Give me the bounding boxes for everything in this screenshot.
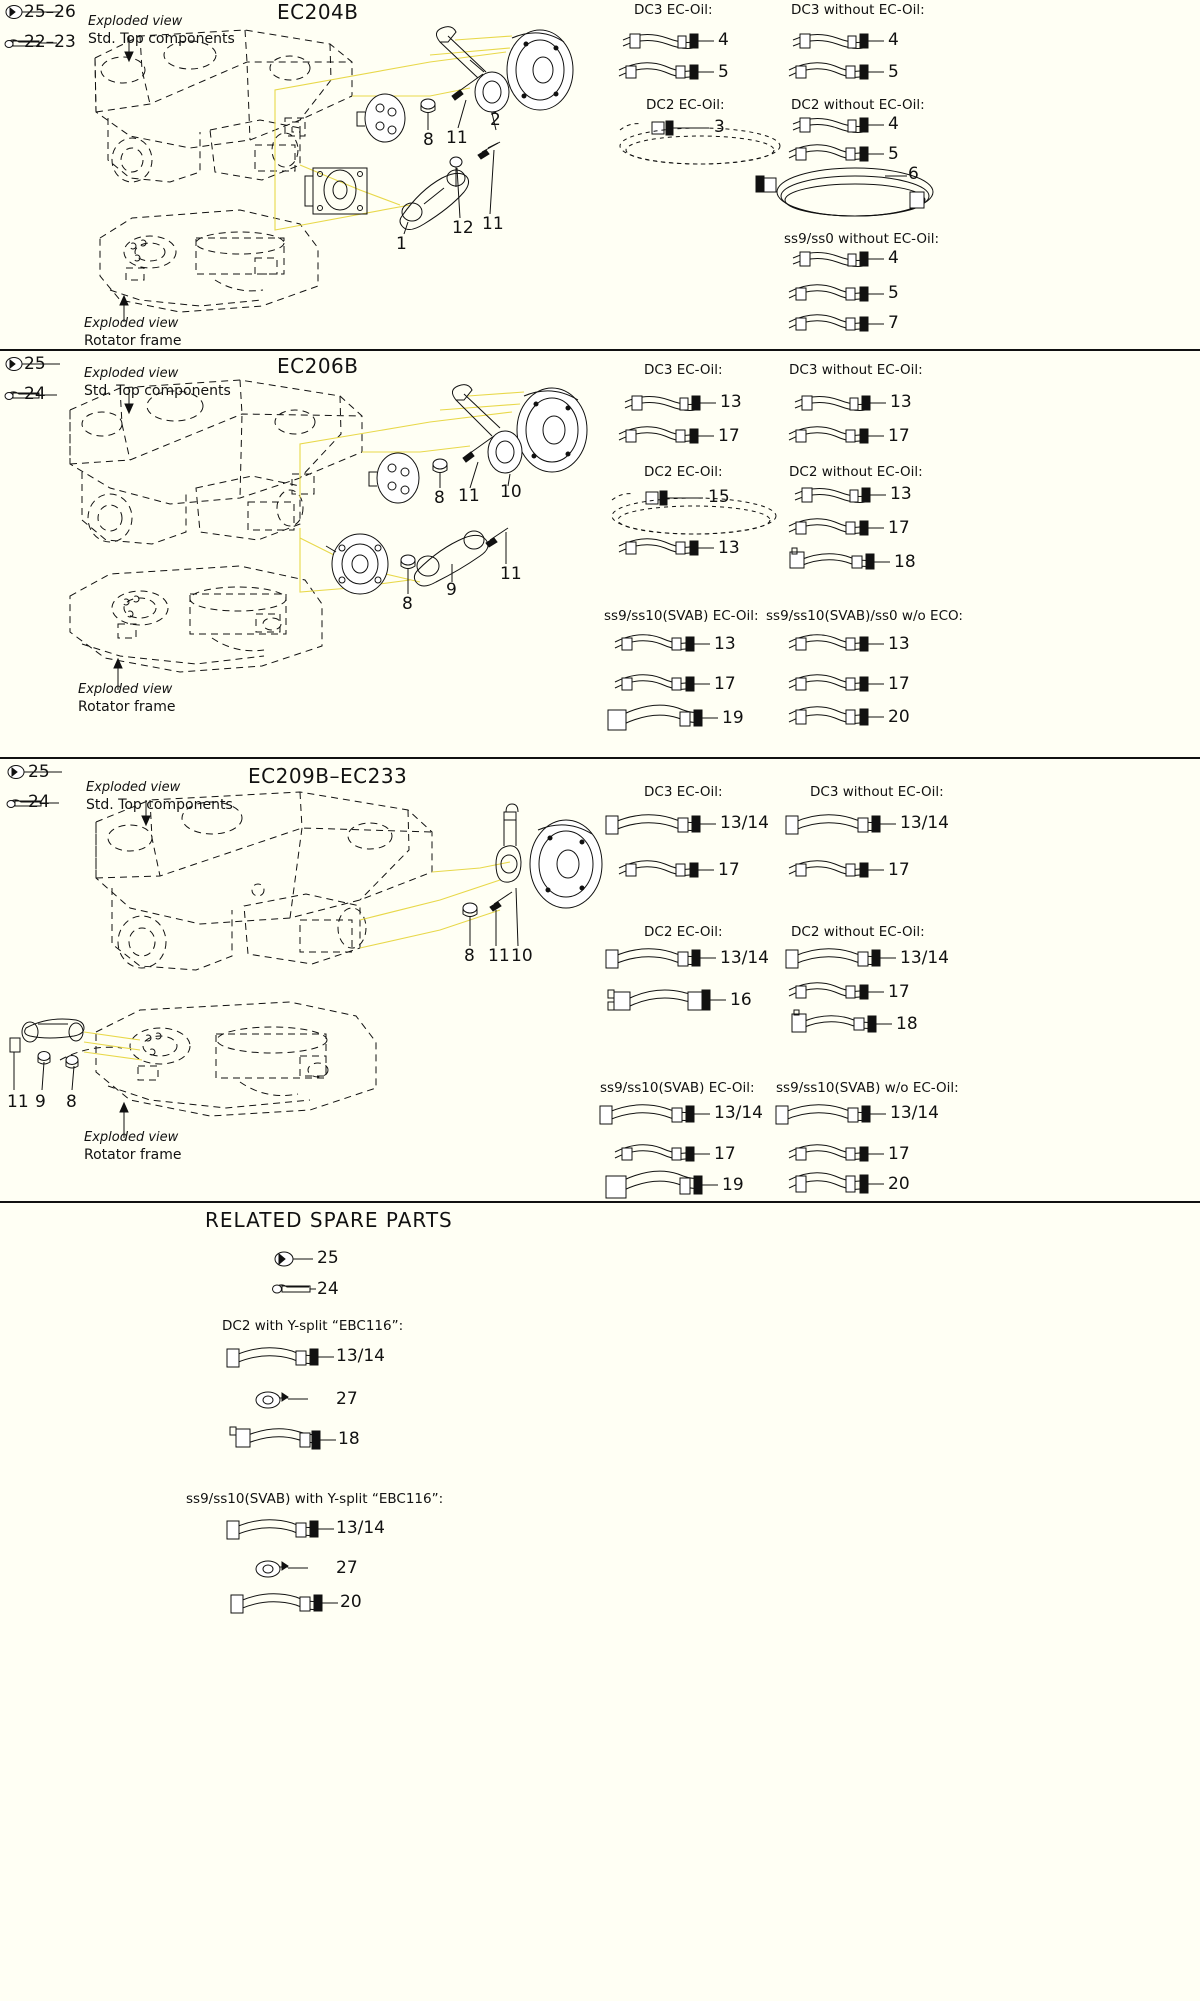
related-part-number: 20: [340, 1592, 362, 1612]
hose-number: 6: [908, 164, 919, 184]
callout: 11: [488, 946, 510, 966]
hose-item: [608, 705, 718, 730]
related-part-number: 13/14: [336, 1346, 385, 1366]
hose-item: [227, 1348, 334, 1367]
ec204b-hoses: [0, 0, 1200, 349]
callout: 8: [402, 594, 413, 614]
hose-group-header: DC3 EC-Oil:: [644, 784, 723, 800]
hose-number: 13/14: [890, 1103, 939, 1123]
hose-number: 17: [714, 674, 736, 694]
hose-number: 17: [888, 860, 910, 880]
hose-number: 13: [890, 484, 912, 504]
hose-number: 5: [718, 62, 729, 82]
callout: 2: [490, 110, 501, 130]
hose-item: [623, 34, 714, 49]
related-part-number: 27: [336, 1558, 358, 1578]
hose-item: [615, 635, 710, 651]
related-title: RELATED SPARE PARTS: [205, 1208, 453, 1232]
hose-item: [793, 118, 884, 133]
hose-number: 13/14: [720, 813, 769, 833]
divider-1: [0, 349, 1200, 351]
hose-number: 13/14: [720, 948, 769, 968]
hose-item: [789, 63, 884, 79]
related-part-number: 24: [317, 1279, 339, 1299]
hose-item-27: [256, 1561, 308, 1577]
part-icon-seal-24: [273, 1285, 317, 1293]
hose-item: [790, 548, 890, 569]
hose-item: [776, 1105, 886, 1124]
hose-group-header: DC3 without EC-Oil:: [791, 2, 925, 18]
ec206b-hoses: [0, 352, 1200, 757]
hose-item-27: [256, 1392, 308, 1408]
hose-item: [795, 396, 886, 411]
hose-number: 17: [888, 426, 910, 446]
hose-number: 20: [888, 1174, 910, 1194]
hose-number: 4: [888, 114, 899, 134]
callout: 9: [35, 1092, 46, 1112]
hose-number: 13: [718, 538, 740, 558]
hose-item: [756, 168, 933, 216]
hose-group-header: DC2 EC-Oil:: [644, 924, 723, 940]
hose-item: [789, 315, 884, 331]
hose-number: 13/14: [900, 948, 949, 968]
left-part-label: 22–23: [24, 32, 76, 52]
hose-group-header: DC2 EC-Oil:: [646, 97, 725, 113]
hose-number: 5: [888, 144, 899, 164]
hose-number: 7: [888, 313, 899, 333]
exploded-view-caption: Exploded view: [78, 682, 173, 697]
hose-item: [789, 519, 884, 535]
section-title: EC206B: [277, 354, 359, 378]
left-part-label: 25: [28, 762, 50, 782]
hose-number: 4: [718, 30, 729, 50]
hose-item: [789, 1173, 884, 1193]
hose-item: [606, 949, 716, 968]
hose-item: [789, 983, 884, 999]
divider-2: [0, 757, 1200, 759]
hose-item-16: [608, 990, 726, 1010]
hose-item: [625, 396, 716, 411]
hose-number: 13: [890, 392, 912, 412]
hose-item: [786, 949, 896, 968]
exploded-view-caption: Exploded view: [84, 1130, 179, 1145]
related-part-number: 27: [336, 1389, 358, 1409]
top-components-caption: Std. Top components: [88, 31, 235, 47]
hose-item: [795, 488, 886, 503]
hose-item: [600, 1105, 710, 1124]
top-components-caption: Std. Top components: [84, 383, 231, 399]
hose-item: [619, 861, 714, 877]
hose-item: [789, 427, 884, 443]
hose-group-header: DC3 without EC-Oil:: [789, 362, 923, 378]
related-part-number: 18: [338, 1429, 360, 1449]
hose-item: [227, 1520, 334, 1539]
hose-item: [789, 675, 884, 691]
hose-group-header: DC2 without EC-Oil:: [791, 97, 925, 113]
hose-item: [615, 1145, 710, 1161]
left-part-label: 24: [28, 792, 50, 812]
hose-number: 17: [888, 1144, 910, 1164]
hose-group-header: DC3 EC-Oil:: [634, 2, 713, 18]
hose-group-header: DC2 without EC-Oil:: [789, 464, 923, 480]
left-part-label: 25–26: [24, 2, 76, 22]
section-ec209b: [0, 760, 1200, 1201]
hose-number: 17: [888, 982, 910, 1002]
hose-item: [619, 427, 714, 443]
hose-number: 13: [714, 634, 736, 654]
section-related-spare-parts: [0, 1203, 1200, 2001]
ec209b-hoses: [0, 760, 1200, 1201]
related-group-header: DC2 with Y-split “EBC116”:: [222, 1318, 404, 1334]
hose-item: [789, 285, 884, 301]
hose-number: 16: [730, 990, 752, 1010]
left-part-label: 25: [24, 354, 46, 374]
hose-number: 13: [720, 392, 742, 412]
callout: 1: [396, 234, 407, 254]
hose-number: 17: [714, 1144, 736, 1164]
hose-group-header: DC3 without EC-Oil:: [810, 784, 944, 800]
hose-item: [619, 63, 714, 79]
hose-group-header: DC2 EC-Oil:: [644, 464, 723, 480]
section-title: EC209B–EC233: [248, 764, 408, 788]
exploded-view-caption: Exploded view: [86, 780, 181, 795]
hose-group-header: ss9/ss0 without EC-Oil:: [784, 231, 940, 247]
callout: 11: [7, 1092, 29, 1112]
rotator-frame-caption: Rotator frame: [84, 333, 182, 349]
hose-number: 17: [888, 674, 910, 694]
hose-item: [789, 861, 884, 877]
hose-number: 13/14: [900, 813, 949, 833]
hose-group-header: ss9/ss10(SVAB) EC-Oil:: [604, 608, 759, 624]
hose-item: [793, 34, 884, 49]
hose-item-20: [231, 1594, 338, 1613]
callout: 10: [511, 946, 533, 966]
hose-item: [789, 635, 884, 651]
hose-number: 18: [896, 1014, 918, 1034]
hose-group-header: DC3 EC-Oil:: [644, 362, 723, 378]
hose-item-18: [230, 1427, 336, 1449]
related-artwork: [0, 1203, 1200, 2001]
section-ec206b: [0, 352, 1200, 757]
rotator-frame-caption: Rotator frame: [84, 1147, 182, 1163]
related-part-number: 13/14: [336, 1518, 385, 1538]
rotator-frame-caption: Rotator frame: [78, 699, 176, 715]
hose-item: [789, 1145, 884, 1161]
hose-number: 18: [894, 552, 916, 572]
callout: 11: [482, 214, 504, 234]
exploded-view-caption: Exploded view: [84, 366, 179, 381]
left-part-label: 24: [24, 384, 46, 404]
hose-number: 3: [714, 117, 725, 137]
hose-item: [786, 815, 896, 834]
hose-item: [612, 491, 776, 534]
hose-item: [620, 121, 780, 164]
callout: 8: [434, 488, 445, 508]
hose-item: [789, 145, 884, 161]
exploded-view-caption: Exploded view: [88, 14, 183, 29]
callout: 11: [458, 486, 480, 506]
hose-number: 5: [888, 283, 899, 303]
callout: 9: [446, 580, 457, 600]
section-ec204b: [0, 0, 1200, 349]
top-components-caption: Std. Top components: [86, 797, 233, 813]
hose-item: [789, 707, 884, 725]
hose-number: 4: [888, 248, 899, 268]
related-part-number: 25: [317, 1248, 339, 1268]
hose-item: [606, 815, 716, 834]
exploded-view-caption: Exploded view: [84, 316, 179, 331]
hose-item: [615, 675, 710, 691]
callout: 12: [452, 218, 474, 238]
hose-item: [619, 539, 714, 555]
hose-number: 19: [722, 1175, 744, 1195]
hose-number: 19: [722, 708, 744, 728]
hose-number: 15: [708, 487, 730, 507]
callout: 8: [66, 1092, 77, 1112]
related-group-header: ss9/ss10(SVAB) with Y-split “EBC116”:: [186, 1491, 444, 1507]
hose-number: 17: [718, 426, 740, 446]
section-title: EC204B: [277, 0, 359, 24]
hose-item: [606, 1171, 718, 1198]
hose-number: 20: [888, 707, 910, 727]
hose-item: [793, 252, 884, 267]
hose-number: 13: [888, 634, 910, 654]
hose-number: 13/14: [714, 1103, 763, 1123]
callout: 8: [423, 130, 434, 150]
callout: 11: [446, 128, 468, 148]
hose-group-header: ss9/ss10(SVAB) w/o EC-Oil:: [776, 1080, 959, 1096]
callout: 10: [500, 482, 522, 502]
hose-number: 5: [888, 62, 899, 82]
hose-item: [792, 1010, 892, 1032]
callout: 8: [464, 946, 475, 966]
hose-group-header: ss9/ss10(SVAB) EC-Oil:: [600, 1080, 755, 1096]
hose-group-header: DC2 without EC-Oil:: [791, 924, 925, 940]
hose-number: 4: [888, 30, 899, 50]
hose-number: 17: [888, 518, 910, 538]
hose-number: 17: [718, 860, 740, 880]
callout: 11: [500, 564, 522, 584]
hose-group-header: ss9/ss10(SVAB)/ss0 w/o ECO:: [766, 608, 963, 624]
